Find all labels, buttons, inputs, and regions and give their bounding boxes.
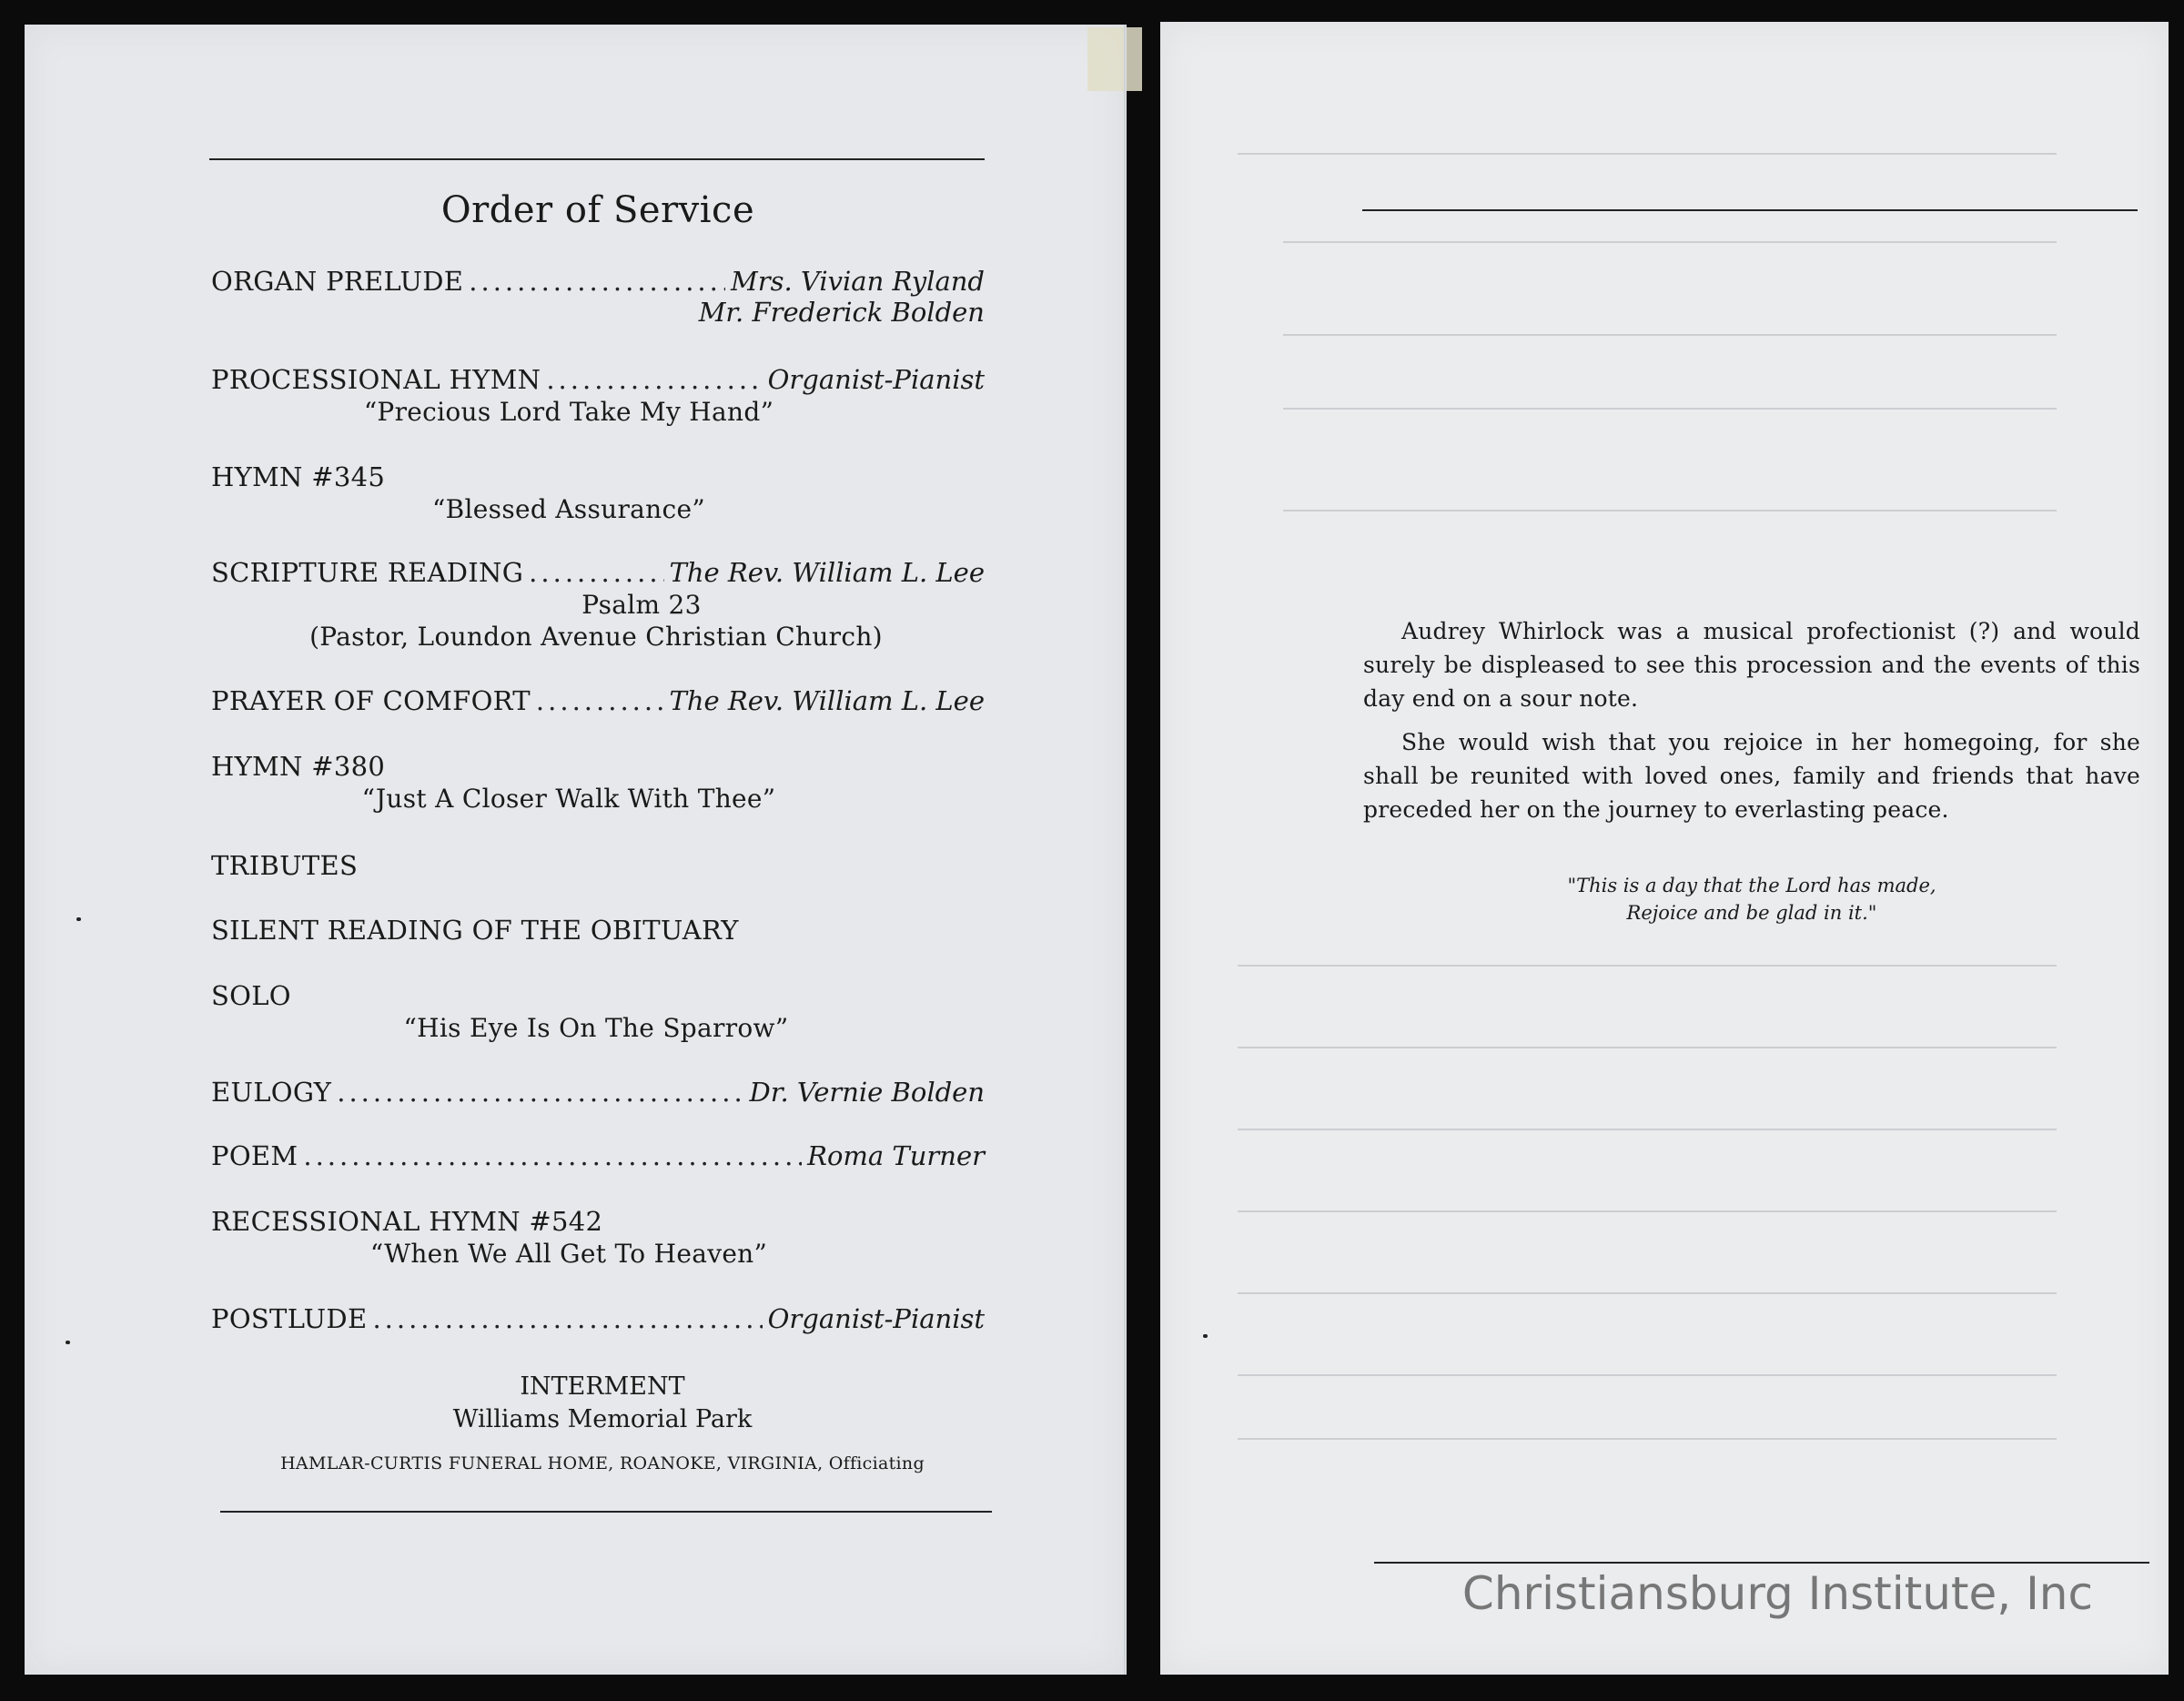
bleed-through-line <box>1238 965 2057 967</box>
hymn-title: “Precious Lord Take My Hand” <box>363 397 774 427</box>
service-item-poem <box>211 1140 985 1171</box>
leader-dots <box>546 364 762 395</box>
bleed-through-line <box>1238 1210 2057 1212</box>
service-item-organ-prelude <box>211 266 985 297</box>
service-item-label: PRAYER OF COMFORT <box>211 685 531 716</box>
bleed-through-line <box>1238 1129 2057 1130</box>
bleed-through-line <box>1238 1374 2057 1376</box>
service-item-hymn-345: HYMN #345 <box>211 461 386 492</box>
service-item-person: The Rev. William L. Lee <box>669 685 985 716</box>
service-item-person: Organist-Pianist <box>767 1303 985 1334</box>
tribute-paragraph-1: Audrey Whirlock was a musical profectionist (?) and would surely be displeased to see this procession and the events of this day end on a sour note. <box>1363 618 2140 712</box>
leader-dots <box>303 1140 802 1171</box>
ink-speck <box>76 917 81 921</box>
bleed-through-line <box>1238 1438 2057 1440</box>
hymn-title: “Blessed Assurance” <box>432 494 705 524</box>
bleed-through-line <box>1283 334 2057 336</box>
ink-speck <box>66 1341 70 1344</box>
bleed-through-line <box>1238 153 2057 155</box>
leader-dots <box>372 1303 762 1334</box>
bleed-through-line <box>1238 1292 2057 1294</box>
service-item-tributes: TRIBUTES <box>211 850 359 881</box>
service-item-prayer-of-comfort <box>211 685 985 716</box>
center-fold <box>1124 25 1127 1675</box>
pastor-affiliation: (Pastor, Loundon Avenue Christian Church) <box>309 622 883 652</box>
service-item-scripture-reading <box>211 557 985 588</box>
service-item-person: Organist-Pianist <box>767 364 985 395</box>
right-bottom-rule <box>1374 1562 2149 1564</box>
top-rule <box>209 158 985 160</box>
service-item-solo: SOLO <box>211 980 291 1011</box>
service-item-label: SCRIPTURE READING <box>211 557 524 588</box>
hymn-title: “Just A Closer Walk With Thee” <box>361 784 776 814</box>
service-item-person: Dr. Vernie Bolden <box>749 1077 985 1108</box>
service-item-recessional-hymn: RECESSIONAL HYMN #542 <box>211 1206 603 1237</box>
bleed-through-line <box>1238 1047 2057 1048</box>
leader-dots <box>536 685 664 716</box>
scripture-passage: Psalm 23 <box>581 590 702 620</box>
service-item-processional-hymn <box>211 364 985 395</box>
bottom-rule <box>220 1511 992 1513</box>
service-item-extra: Mr. Frederick Bolden <box>698 297 985 328</box>
tape-strip <box>1087 27 1142 91</box>
right-top-rule <box>1362 209 2138 211</box>
service-item-eulogy <box>211 1077 985 1108</box>
tribute-paragraph-2: She would wish that you rejoice in her homegoing, for she shall be reunited with loved ones, family and friends that have preceded her on the journey to everlasting peace. <box>1363 729 2140 823</box>
interment-title: INTERMENT <box>520 1372 685 1401</box>
watermark-text: Christiansburg Institute, Inc <box>1461 1567 2093 1620</box>
service-item-person: The Rev. William L. Lee <box>669 557 985 588</box>
interment-place: Williams Memorial Park <box>452 1405 753 1433</box>
hymn-title: “His Eye Is On The Sparrow” <box>403 1013 789 1043</box>
bleed-through-line <box>1283 408 2057 410</box>
service-item-person: Roma Turner <box>807 1140 985 1171</box>
service-item-hymn-380: HYMN #380 <box>211 751 386 782</box>
scripture-quote-line-2: Rejoice and be glad in it." <box>1626 902 1877 924</box>
leader-dots <box>469 266 725 297</box>
service-item-label: EULOGY <box>211 1077 332 1108</box>
page-title: Order of Service <box>440 189 755 231</box>
bleed-through-line <box>1283 241 2057 243</box>
scripture-quote-line-1: "This is a day that the Lord has made, <box>1567 875 1936 896</box>
service-item-person: Mrs. Vivian Ryland <box>731 266 985 297</box>
hymn-title: “When We All Get To Heaven” <box>369 1239 768 1269</box>
right-page <box>1160 22 2169 1675</box>
service-item-label: ORGAN PRELUDE <box>211 266 464 297</box>
service-item-label: POSTLUDE <box>211 1303 368 1334</box>
service-item-label: POEM <box>211 1140 298 1171</box>
funeral-home: HAMLAR-CURTIS FUNERAL HOME, ROANOKE, VIRGINIA, Officiating <box>280 1453 925 1473</box>
service-item-label: PROCESSIONAL HYMN <box>211 364 541 395</box>
leader-dots <box>529 557 663 588</box>
service-item-postlude <box>211 1303 985 1334</box>
ink-speck <box>1203 1334 1208 1338</box>
bleed-through-line <box>1283 510 2057 511</box>
service-item-silent-reading: SILENT READING OF THE OBITUARY <box>211 915 739 946</box>
leader-dots <box>337 1077 743 1108</box>
